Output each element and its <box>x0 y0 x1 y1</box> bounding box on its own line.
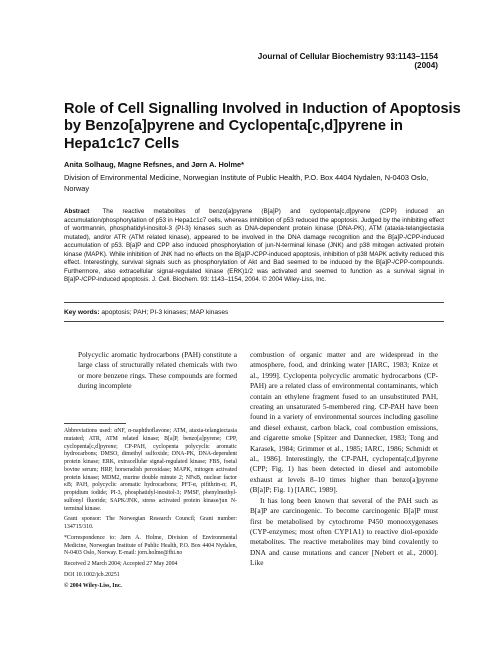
footnotes <box>64 428 237 593</box>
divider <box>64 321 444 322</box>
footnote-abbreviations: Abbreviations used: αNF, α-naphthoflavone; ATM, ataxia-telangiectasia mutated; ATR, ATM related kinase; B[a]P, benzo[a]pyrene; CPP, cyclopenta[c,d]pyrene; CP-PAH, cyclopenta polycyclic aromatic hydrocarbons; DMSO, dimethyl sulfoxide; DNA-PK, DNA-dependent protein kinase; ERK, extracellular signal-regulated kinase; FBS, foetal bovine serum; HRP, horseradish peroxidase; MAPK, mitogen activated protein kinase; MDM2, murine double minute 2; NFκB, nuclear factor κB; PAH, polycyclic aromatic hydrocarbons; PFT-α, pifithrin-α; PI, propidium iodide; PI-3, phosphatidyl-inositol-3; PMSF, phenylmethyl-sulfonyl fluoride; SAPK/JNK, stress activated protein kinase/jun N-terminal kinase. <box>64 428 237 512</box>
journal-citation: Journal of Cellular Biochemistry 93:1143–1154 (2004) <box>257 52 438 70</box>
footnote-correspondence: *Correspondence to: Jørn A. Holme, Division of Environmental Medicine, Norwegian Institute of Public Health, P.O. Box 4404 Nydalen, N-0403 Oslo, Norway. E-mail: jorn.holme@fhi.no <box>64 534 237 557</box>
body-paragraph: combustion of organic matter and are widespread in the atmosphere, food, and drinking water [IARC, 1983; Knize et al., 1999]. Cyclopenta polycyclic aromatic hydrocarbons (CP-PAH) are a related class of environmental contaminants, which contain an ethylene fragment fused to an unsubstituted PAH, creating an unsaturated 5-membered ring. CP-PAH have been found in a variety of environmental sources including gasoline and diesel exhaust, carbon black, coal combustion emissions, and cigarette smoke [Spitzer and Dannecker, 1983; Tong and Karasek, 1984; Grimmer et al., 1985; IARC, 1986; Schmidt et al., 1986]. Interestingly, the CP-PAH, cyclopenta[c,d]pyrene (CPP; Fig. 1) has been detected in diesel and automobile exhaust at levels 8–10 times higher than benzo[a]pyrene (B[a]P; Fig. 1) [IARC, 1989]. <box>250 350 438 495</box>
footnote-divider <box>64 423 126 424</box>
affiliation: Division of Environmental Medicine, Norwegian Institute of Public Health, P.O. Box 4404 Nydalen, N-0403 Oslo, Norway <box>64 173 429 193</box>
keywords <box>64 309 444 316</box>
intro-paragraph: Polycyclic aromatic hydrocarbons (PAH) constitute a large class of structurally related chemicals with two or more benzene rings. These compounds are formed during incomplete <box>78 350 237 391</box>
author-list: Anita Solhaug, Magne Refsnes, and Jørn A. Holme* <box>64 160 245 169</box>
right-column <box>250 350 438 569</box>
abstract <box>64 208 444 285</box>
abstract-label: Abstract <box>64 208 90 215</box>
keywords-label: Key words: <box>64 309 100 316</box>
paper-title: Role of Cell Signalling Involved in Induction of Apoptosis by Benzo[a]pyrene and Cyclopenta[c,d]pyrene in Hepa1c1c7 Cells <box>64 101 461 152</box>
footnote-doi: DOI 10.1002/jcb.20251 <box>64 571 120 578</box>
abstract-text: The reactive metabolites of benzo[a]pyrene (B[a]P) and cyclopenta[c,d]pyrene (CPP) induced an accumulation/phosphorylation of p53 in Hepa1c1c7 cells, whereas inhibition of p53 reduced the apoptosis. Judged by the inhibiting effect of wortmannin, phosphatidyl-inositol-3 (PI-3) kinases such as DNA-dependent protein kinase (DNA-PK), ATM (ataxia-telangiectasia mutated), and/or ATR (ATM related kinase), appeared to be involved in the DNA damage recognition and the B[a]P-/CPP-induced accumulation of p53. B[a]P and CPP also induced phosphorylation of jun-N-terminal kinase (JNK) and p38 mitogen activated protein kinase (MAPK). While inhibition of JNK had no effects on the B[a]P-/CPP-induced apoptosis, inhibition of p38 MAPK activity reduced this effect. Interestingly, survival signals such as phosphorylation of Akt and Bad seemed to be induced by the B[a]P-/CPP-compounds. Furthermore, also extracellular signal-regulated kinase (ERK)1/2 was activated and seemed to function as a survival signal in B[a]P-/CPP-induced apoptosis. J. Cell. Biochem. 93: 1143–1154, 2004. © 2004 Wiley-Liss, Inc. <box>64 208 444 284</box>
footnote-grant: Grant sponsor: The Norwegian Research Council; Grant number: 134715/310. <box>64 516 237 530</box>
footnote-copyright: © 2004 Wiley-Liss, Inc. <box>64 582 122 589</box>
keywords-text: apoptosis; PAH; PI-3 kinases; MAP kinases <box>101 309 229 316</box>
divider <box>64 302 444 303</box>
body-paragraph: It has long been known that several of the PAH such as B[a]P are carcinogenic. To become carcinogenic B[a]P must first be metabolised by cytochrome P450 monooxygenases (CYP-enzymes; most often CYP1A1) to reactive diol-epoxide metabolites. The reactive metabolites may bind covalently to DNA and cause mutations and cancer [Nebert et al., 2000]. Like <box>250 495 438 568</box>
footnote-received: Received 2 March 2004; Accepted 27 May 2004 <box>64 561 178 567</box>
